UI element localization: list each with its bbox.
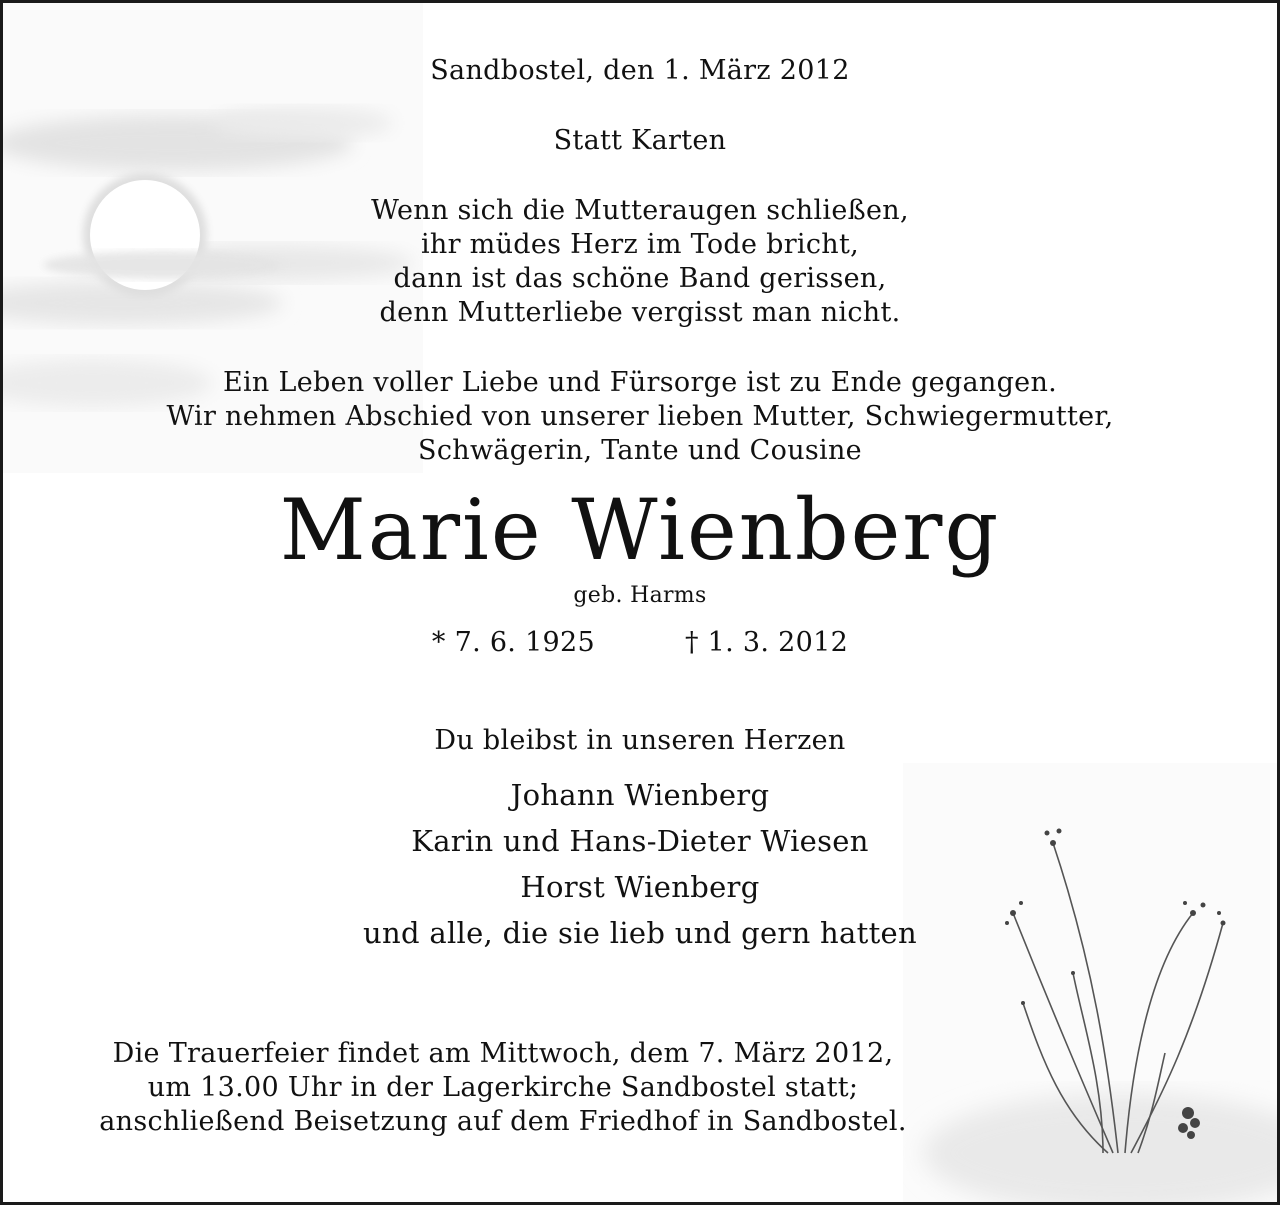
poem-line: dann ist das schöne Band gerissen, <box>393 263 887 294</box>
intro-line: Schwägerin, Tante und Cousine <box>418 435 862 466</box>
deceased-name: Marie Wienberg <box>279 481 1001 579</box>
death-date: † 1. 3. 2012 <box>685 627 849 658</box>
funeral-line: anschließend Beisetzung auf dem Friedhof in Sandbostel. <box>99 1106 907 1137</box>
place-date: Sandbostel, den 1. März 2012 <box>430 55 850 86</box>
closing-phrase: Du bleibst in unseren Herzen <box>434 725 846 756</box>
statt-karten: Statt Karten <box>553 125 727 156</box>
funeral-line: um 13.00 Uhr in der Lagerkirche Sandbostel statt; <box>147 1072 859 1103</box>
life-dates <box>3 627 1277 658</box>
birth-name: geb. Harms <box>573 583 707 608</box>
funeral-line: Die Trauerfeier findet am Mittwoch, dem 7. März 2012, <box>112 1038 894 1069</box>
intro-line: Wir nehmen Abschied von unserer lieben Mutter, Schwiegermutter, <box>166 401 1114 432</box>
birth-date: * 7. 6. 1925 <box>431 627 595 658</box>
mourner: und alle, die sie lieb und gern hatten <box>363 916 917 950</box>
poem-line: Wenn sich die Mutteraugen schließen, <box>371 195 909 226</box>
mourner: Horst Wienberg <box>520 870 760 904</box>
mourner: Johann Wienberg <box>510 778 770 812</box>
intro-line: Ein Leben voller Liebe und Fürsorge ist zu Ende gegangen. <box>222 367 1058 398</box>
poem-line: denn Mutterliebe vergisst man nicht. <box>379 297 901 328</box>
poem-line: ihr müdes Herz im Tode bricht, <box>420 229 860 260</box>
mourner: Karin und Hans-Dieter Wiesen <box>411 824 869 858</box>
